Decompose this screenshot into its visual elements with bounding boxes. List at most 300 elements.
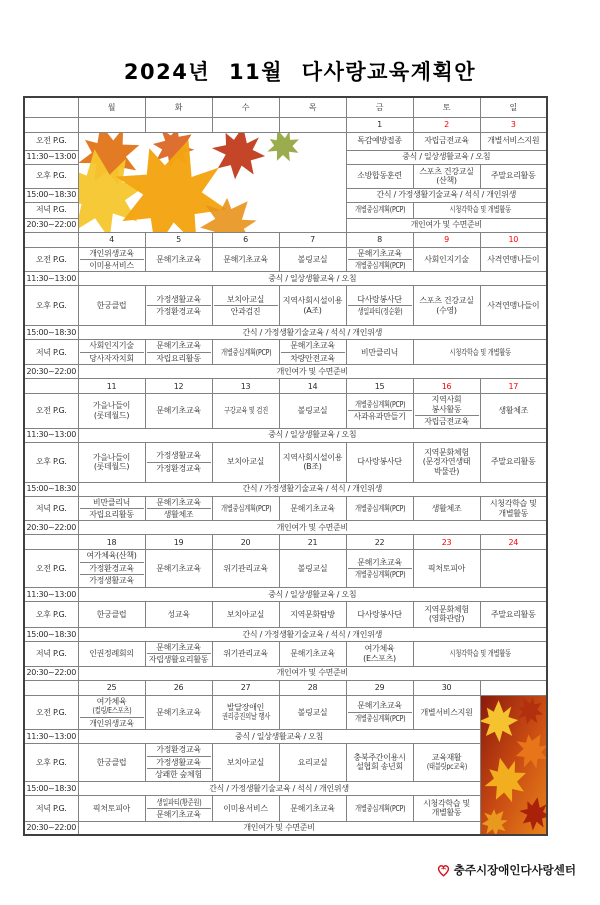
date-cell: 12 — [145, 379, 212, 394]
date-cell: 30 — [413, 680, 480, 695]
activity-text: 성교육 — [167, 609, 190, 619]
activity-part — [147, 305, 211, 317]
activity-text: 가정환경교육 — [89, 563, 134, 573]
date-cell: 4 — [78, 232, 145, 247]
activity-part — [348, 410, 412, 422]
activity-cell — [78, 247, 145, 272]
activity-part — [147, 642, 211, 653]
date-cell: 10 — [480, 232, 547, 247]
activity-text: (롯데월드) — [93, 410, 130, 420]
date-cell: 14 — [279, 379, 346, 394]
calendar-row — [24, 272, 547, 286]
activity-text: 픽처토피아 — [92, 803, 131, 813]
activity-cell — [480, 550, 547, 587]
activity-cell — [480, 496, 547, 521]
activity-text: 개인위생교육 — [89, 248, 134, 258]
time-label-cell: 15:00~18:30 — [24, 326, 78, 340]
activity-part — [80, 248, 144, 259]
activity-text: 지역사회시설이용 — [282, 296, 343, 306]
activity-text: 개별중심계획(PCP) — [354, 399, 405, 409]
date-cell: 2 — [413, 117, 480, 132]
time-label-cell: 20:30~22:00 — [24, 666, 78, 680]
activity-cell — [78, 743, 145, 781]
calendar-row — [24, 641, 547, 666]
activity-part — [348, 294, 412, 305]
activity-text: 개인위생교육 — [89, 718, 134, 728]
activity-text: 문해기초교육 — [290, 341, 335, 351]
activity-text: 한궁클럽 — [96, 757, 127, 767]
activity-text: 교육재활 — [431, 753, 462, 762]
activity-text: 가정환경교육 — [156, 307, 201, 317]
time-label-cell: 11:30~13:00 — [24, 729, 78, 743]
calendar-row — [24, 117, 547, 132]
activity-part — [80, 259, 144, 271]
date-cell: 20 — [212, 535, 279, 550]
org-name: 충주시장애인다사랑센터 — [453, 863, 576, 877]
activity-text: (B조) — [303, 462, 322, 472]
activity-text: 시청각학습 및 — [423, 799, 470, 808]
time-label-cell: 15:00~18:30 — [24, 627, 78, 641]
time-label-cell: 저녁 P.G. — [24, 641, 78, 666]
time-label-cell — [24, 117, 78, 132]
activity-text: 개별중심계획(PCP) — [220, 503, 271, 513]
activity-cell — [413, 743, 480, 781]
date-cell: 8 — [346, 232, 413, 247]
activity-part — [214, 294, 278, 305]
activity-cell — [480, 132, 547, 150]
date-cell: 19 — [145, 535, 212, 550]
activity-cell — [346, 550, 413, 587]
activity-text: 한궁클럽 — [96, 609, 127, 619]
date-cell: 11 — [78, 379, 145, 394]
time-label-cell: 15:00~18:30 — [24, 781, 78, 795]
activity-text: 개별활동 — [498, 508, 529, 518]
activity-text: 여가체육(산책) — [86, 551, 137, 561]
activity-cell — [413, 641, 547, 666]
activity-cell — [346, 340, 413, 365]
activity-part — [147, 294, 211, 305]
activity-cell — [212, 286, 279, 326]
activity-text: 개별중심계획(PCP) — [354, 260, 405, 270]
time-label-cell — [24, 379, 78, 394]
time-label-cell: 오전 P.G. — [24, 695, 78, 729]
date-cell: 1 — [346, 117, 413, 132]
calendar-row — [24, 394, 547, 428]
activity-cell — [279, 286, 346, 326]
activity-cell — [78, 795, 145, 821]
activity-text: 권리증진의날 행사 — [221, 712, 270, 722]
activity-cell — [413, 286, 480, 326]
time-label-cell: 오후 P.G. — [24, 164, 78, 188]
activity-part — [147, 497, 211, 508]
activity-text: 개별중심계획(PCP) — [220, 347, 271, 357]
page-title: 2024년 11월 다사랑교육계획안 — [123, 60, 477, 84]
date-cell: 25 — [78, 680, 145, 695]
calendar-wrap — [23, 96, 600, 836]
activity-cell — [212, 743, 279, 781]
activity-text: 가을나들이 — [92, 401, 131, 411]
activity-text: 문해기초교육 — [156, 707, 201, 717]
leaf-image-cell — [480, 695, 547, 835]
activity-text: 가정생활교육 — [156, 757, 201, 767]
activity-cell — [212, 442, 279, 482]
date-cell: 24 — [480, 535, 547, 550]
activity-part — [348, 557, 412, 568]
time-label-cell: 15:00~18:30 — [24, 188, 78, 202]
activity-text: 이미용서비스 — [223, 803, 268, 813]
date-cell: 16 — [413, 379, 480, 394]
time-label-cell: 오전 P.G. — [24, 247, 78, 272]
shared-activity-cell: 중식 / 일상생활교육 / 오침 — [78, 272, 547, 286]
activity-cell — [279, 695, 346, 729]
activity-text: 사회인지기술 — [89, 341, 134, 351]
leaf-image-cell — [78, 132, 346, 232]
date-cell: 29 — [346, 680, 413, 695]
activity-text: 문해기초교육 — [156, 341, 201, 351]
activity-cell — [346, 795, 413, 821]
activity-text: 문해기초교육 — [357, 701, 402, 711]
date-cell — [212, 117, 279, 132]
activity-cell — [413, 247, 480, 272]
activity-text: 생활체조 — [163, 510, 194, 519]
activity-cell — [212, 496, 279, 521]
activity-cell — [413, 601, 480, 627]
activity-cell — [346, 202, 413, 218]
activity-text: 요리교실 — [297, 757, 328, 767]
activity-text: (E스포츠) — [363, 653, 396, 663]
activity-cell — [413, 695, 480, 729]
activity-text: 주말요리활동 — [490, 609, 536, 619]
calendar-row — [24, 601, 547, 627]
activity-text: 자립금전교육 — [424, 136, 469, 146]
activity-cell — [78, 601, 145, 627]
time-label-cell: 11:30~13:00 — [24, 150, 78, 164]
activity-part — [80, 550, 144, 561]
time-label-cell — [24, 535, 78, 550]
activity-cell — [346, 247, 413, 272]
shared-activity-cell: 개인여가 및 수면준비 — [78, 666, 547, 680]
activity-text: 보치아교실 — [226, 457, 265, 467]
time-label-cell: 오후 P.G. — [24, 743, 78, 781]
activity-cell — [279, 550, 346, 587]
activity-text: 지역문화체험 — [424, 604, 469, 614]
activity-cell — [78, 695, 145, 729]
date-cell — [480, 680, 547, 695]
activity-text: 볼링교실 — [297, 563, 328, 573]
calendar-row — [24, 132, 547, 150]
activity-cell — [279, 442, 346, 482]
day-header-cell: 목 — [279, 97, 346, 117]
date-cell: 26 — [145, 680, 212, 695]
calendar-row — [24, 442, 547, 482]
shared-activity-cell: 개인여가 및 수면준비 — [346, 218, 547, 232]
activity-part — [348, 248, 412, 259]
date-cell: 22 — [346, 535, 413, 550]
shared-activity-cell: 개인여가 및 수면준비 — [78, 521, 547, 535]
time-label-cell: 20:30~22:00 — [24, 365, 78, 379]
calendar-row — [24, 326, 547, 340]
date-cell: 13 — [212, 379, 279, 394]
activity-cell — [279, 795, 346, 821]
calendar-row — [24, 286, 547, 326]
activity-cell — [78, 641, 145, 666]
activity-text: 위기관리교육 — [223, 563, 268, 573]
activity-text: 스포츠 건강교실 — [419, 166, 474, 176]
activity-text: 주말요리활동 — [490, 457, 536, 467]
activity-part — [80, 497, 144, 508]
calendar-row — [24, 365, 547, 379]
activity-text: 사격연맹나들이 — [487, 254, 540, 264]
activity-text: 시청각학습 및 개별활동 — [449, 347, 511, 357]
calendar-row — [24, 340, 547, 365]
activity-text: 지역문화체험 — [424, 447, 469, 457]
day-header-cell: 토 — [413, 97, 480, 117]
activity-cell — [346, 394, 413, 428]
activity-text: 문해기초교육 — [156, 563, 201, 573]
time-label-cell: 오전 P.G. — [24, 394, 78, 428]
activity-cell — [346, 743, 413, 781]
activity-text: 비만클리닉 — [92, 497, 131, 507]
time-label-cell: 11:30~13:00 — [24, 428, 78, 442]
activity-part — [147, 653, 211, 665]
shared-activity-cell: 간식 / 가정생활기술교육 / 석식 / 개인위생 — [78, 326, 547, 340]
activity-text: 생활체조 — [498, 406, 529, 416]
date-cell — [145, 117, 212, 132]
day-header-cell: 수 — [212, 97, 279, 117]
activity-text: (태블릿pc교육) — [426, 762, 467, 772]
activity-part — [348, 712, 412, 724]
activity-text: 가정생활교육 — [156, 451, 201, 461]
activity-cell — [78, 394, 145, 428]
activity-text: 소방합동훈련 — [357, 171, 402, 181]
day-header-cell: 일 — [480, 97, 547, 117]
activity-text: 보치아교실 — [226, 757, 265, 767]
activity-text: 당사자자치회 — [89, 353, 134, 363]
date-cell: 7 — [279, 232, 346, 247]
activity-text: 독감예방접종 — [357, 136, 402, 146]
activity-text: 가정환경교육 — [156, 745, 201, 755]
activity-text: (영화관람) — [428, 614, 465, 624]
activity-part — [147, 462, 211, 474]
activity-text: 문해기초교육 — [156, 642, 201, 652]
calendar-row — [24, 482, 547, 496]
activity-text: 가을나들이 — [92, 452, 131, 462]
activity-cell — [145, 641, 212, 666]
day-header-cell: 월 — [78, 97, 145, 117]
activity-text: 사회인지기술 — [424, 254, 469, 264]
date-cell: 3 — [480, 117, 547, 132]
activity-text: 스포츠 건강교실 — [419, 296, 474, 306]
calendar-row — [24, 535, 547, 550]
date-cell — [78, 117, 145, 132]
time-label-cell: 저녁 P.G. — [24, 202, 78, 218]
activity-text: 가정환경교육 — [156, 463, 201, 473]
activity-part — [348, 305, 412, 317]
activity-text: 시청각학습 및 개별활동 — [449, 205, 511, 215]
activity-part — [80, 717, 144, 729]
time-label-cell: 오전 P.G. — [24, 132, 78, 150]
time-label-cell: 11:30~13:00 — [24, 272, 78, 286]
calendar-row — [24, 680, 547, 695]
activity-text: (롯데월드) — [93, 462, 130, 472]
activity-part — [147, 508, 211, 520]
calendar-row — [24, 232, 547, 247]
activity-cell — [413, 795, 480, 821]
activity-cell — [413, 496, 480, 521]
activity-cell — [145, 743, 212, 781]
activity-cell — [212, 601, 279, 627]
calendar-row — [24, 379, 547, 394]
activity-text: 볼링교실 — [297, 707, 328, 717]
activity-text: 사격연맹나들이 — [487, 301, 540, 311]
shared-activity-cell: 중식 / 일상생활교육 / 오침 — [78, 587, 547, 601]
activity-text: 생활체조 — [431, 503, 462, 513]
activity-part — [147, 744, 211, 755]
activity-text: 개별중심계획(PCP) — [354, 803, 405, 813]
date-cell: 23 — [413, 535, 480, 550]
activity-cell — [480, 164, 547, 188]
activity-cell — [145, 550, 212, 587]
activity-cell — [413, 442, 480, 482]
calendar-row — [24, 729, 547, 743]
shared-activity-cell: 중식 / 일상생활교육 / 오침 — [78, 428, 547, 442]
activity-text: 문해기초교육 — [357, 557, 402, 567]
shared-activity-cell: 간식 / 가정생활기술교육 / 석식 / 개인위생 — [78, 781, 480, 795]
activity-cell — [212, 695, 279, 729]
activity-part — [80, 562, 144, 574]
autumn-leaves-image — [481, 696, 547, 835]
activity-text: 개별중심계획(PCP) — [354, 713, 405, 723]
activity-part — [80, 340, 144, 351]
activity-part — [80, 352, 144, 364]
time-label-cell: 오전 P.G. — [24, 550, 78, 587]
time-label-cell: 20:30~22:00 — [24, 521, 78, 535]
activity-part — [348, 259, 412, 271]
time-label-cell: 20:30~22:00 — [24, 218, 78, 232]
activity-text: 문해기초교육 — [156, 809, 201, 819]
schedule-table — [23, 96, 548, 836]
activity-text: 볼링교실 — [297, 406, 328, 416]
activity-text: 가정생활교육 — [156, 294, 201, 304]
activity-text: 비만클리닉 — [360, 347, 399, 357]
activity-cell — [346, 164, 413, 188]
date-cell: 28 — [279, 680, 346, 695]
activity-text: (A조) — [303, 305, 322, 315]
corner-cell — [24, 97, 78, 117]
shared-activity-cell: 개인여가 및 수면준비 — [78, 365, 547, 379]
activity-part — [281, 352, 345, 364]
calendar-row — [24, 550, 547, 587]
activity-text: 문해기초교육 — [357, 248, 402, 258]
shared-activity-cell: 개인여가 및 수면준비 — [78, 821, 480, 835]
date-cell: 5 — [145, 232, 212, 247]
activity-cell — [279, 641, 346, 666]
time-label-cell: 저녁 P.G. — [24, 795, 78, 821]
calendar-row — [24, 821, 547, 835]
activity-part — [147, 450, 211, 461]
activity-cell — [480, 601, 547, 627]
activity-text: 개별서비스지원 — [487, 136, 540, 146]
activity-text: 지역문화탐방 — [290, 609, 335, 619]
date-cell: 15 — [346, 379, 413, 394]
activity-text: 사과유과만들기 — [353, 412, 406, 422]
activity-cell — [346, 132, 413, 150]
date-cell: 9 — [413, 232, 480, 247]
activity-text: 개별활동 — [431, 808, 462, 818]
shared-activity-cell: 간식 / 가정생활기술교육 / 석식 / 개인위생 — [346, 188, 547, 202]
time-label-cell — [24, 232, 78, 247]
activity-text: 박물관) — [433, 466, 460, 476]
activity-text: 자립금전교육 — [424, 417, 469, 427]
activity-cell — [346, 601, 413, 627]
activity-part — [80, 696, 144, 717]
date-cell: 6 — [212, 232, 279, 247]
activity-text: 가정생활교육 — [89, 576, 134, 586]
activity-part — [147, 756, 211, 768]
activity-text: 구강교육 및 검진 — [223, 406, 268, 416]
activity-text: (수영) — [436, 305, 457, 315]
activity-text: 다사랑봉사단 — [357, 294, 402, 304]
activity-part — [348, 700, 412, 711]
activity-text: 문해기초교육 — [290, 648, 335, 658]
activity-text: 개별중심계획(PCP) — [354, 205, 405, 215]
activity-text: 여가체육 — [364, 644, 395, 654]
activity-cell — [145, 394, 212, 428]
activity-text: 문해기초교육 — [290, 803, 335, 813]
activity-cell — [413, 132, 480, 150]
activity-text: 한궁클럽 — [96, 301, 127, 311]
activity-part — [214, 305, 278, 317]
activity-cell — [413, 202, 547, 218]
activity-text: 상쾌한 숲체험 — [155, 770, 202, 780]
activity-text: 픽처토피아 — [427, 563, 466, 573]
activity-text: 차량안전교육 — [290, 353, 335, 363]
activity-cell — [212, 247, 279, 272]
activity-part — [147, 340, 211, 351]
activity-text: 안과검진 — [230, 307, 261, 317]
activity-cell — [413, 164, 480, 188]
activity-part — [147, 352, 211, 364]
time-label-cell: 오후 P.G. — [24, 286, 78, 326]
activity-part — [348, 568, 412, 580]
date-cell: 17 — [480, 379, 547, 394]
time-label-cell: 저녁 P.G. — [24, 340, 78, 365]
activity-cell — [480, 442, 547, 482]
footer — [436, 862, 576, 878]
activity-cell — [78, 550, 145, 587]
calendar-row — [24, 695, 547, 729]
activity-text: 문해기초교육 — [156, 497, 201, 507]
activity-part — [147, 768, 211, 780]
activity-text: (컬링/E스포츠) — [92, 706, 131, 716]
calendar-row — [24, 743, 547, 781]
time-label-cell — [24, 680, 78, 695]
activity-text: 문해기초교육 — [156, 406, 201, 416]
activity-cell — [413, 550, 480, 587]
activity-part — [147, 797, 211, 808]
calendar-row — [24, 666, 547, 680]
activity-cell — [346, 442, 413, 482]
activity-text: 이미용서비스 — [89, 260, 134, 270]
activity-cell — [78, 496, 145, 521]
activity-cell — [279, 247, 346, 272]
calendar-row — [24, 587, 547, 601]
shared-activity-cell: 중식 / 일상생활교육 / 오침 — [78, 729, 480, 743]
activity-cell — [145, 247, 212, 272]
activity-text: 볼링교실 — [297, 254, 328, 264]
activity-part — [415, 415, 479, 427]
activity-cell — [279, 601, 346, 627]
